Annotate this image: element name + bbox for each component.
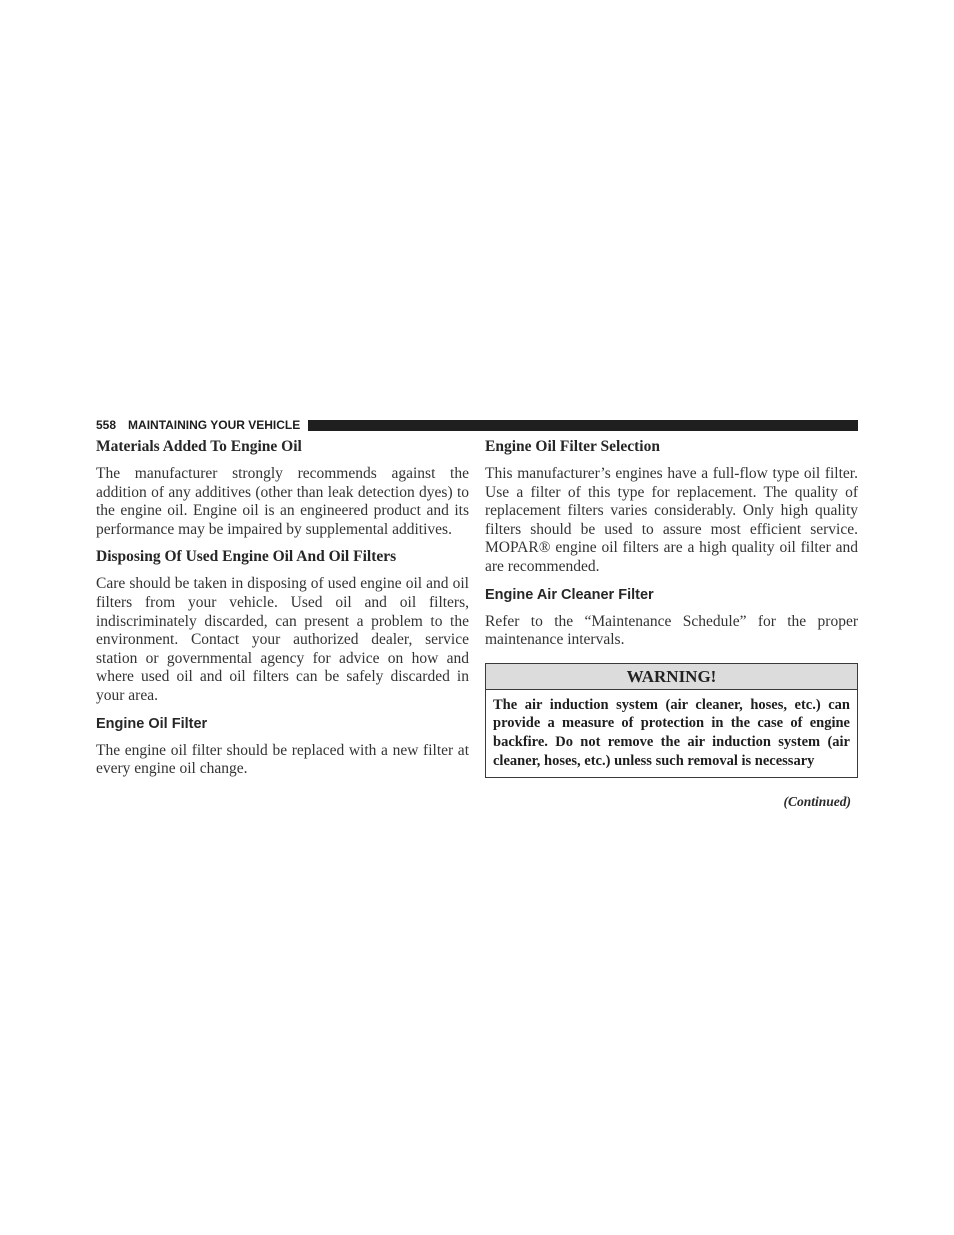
- disposing-paragraph: Care should be taken in disposing of used engine oil and oil filters from your vehicle. Used oil and oil filters, indiscriminately discarded, can present a problem to the environment. Contact your authorized dealer, service station or governmental agency for advice on how and where used oil and oil filters can be safely discarded in your area.: [96, 575, 469, 704]
- header-rule: [308, 420, 858, 431]
- page-number: 558: [96, 418, 117, 432]
- filter-selection-heading: Engine Oil Filter Selection: [485, 438, 660, 455]
- left-column: [96, 436, 469, 779]
- warning-box: [485, 663, 858, 778]
- disposing-heading: Disposing Of Used Engine Oil And Oil Filters: [96, 548, 397, 566]
- warning-text: The air induction system (air cleaner, hoses, etc.) can provide a measure of protection in the case of engine backfire. Do not remove the air induction system (air cleaner, hoses, etc.) unless such removal is necessary: [493, 696, 850, 769]
- air-cleaner-paragraph: Refer to the “Maintenance Schedule” for the proper maintenance intervals.: [485, 612, 858, 649]
- materials-paragraph: The manufacturer strongly recommends against the addition of any additives (other than leak detection dyes) to the engine oil. Engine oil is an engineered product and its performance may be impaired by supplemental additives.: [96, 465, 469, 538]
- warning-title: WARNING!: [486, 664, 857, 690]
- section-title: MAINTAINING YOUR VEHICLE: [128, 418, 301, 432]
- right-column: [485, 436, 858, 778]
- page-header: [96, 416, 858, 434]
- continued-note: (Continued): [783, 794, 851, 809]
- materials-heading: Materials Added To Engine Oil: [96, 438, 302, 455]
- filter-selection-paragraph: This manufacturer’s engines have a full-flow type oil filter. Use a filter of this type for replacement. The quality of replacement filters varies considerably. Only high quality filters should be used to assure most efficient service. MOPAR® engine oil filters are a high quality oil filter and are recommended.: [485, 465, 858, 575]
- air-cleaner-heading: Engine Air Cleaner Filter: [485, 586, 654, 603]
- engine-oil-filter-heading: Engine Oil Filter: [96, 715, 208, 732]
- engine-oil-filter-paragraph: The engine oil filter should be replaced with a new filter at every engine oil change.: [96, 741, 469, 778]
